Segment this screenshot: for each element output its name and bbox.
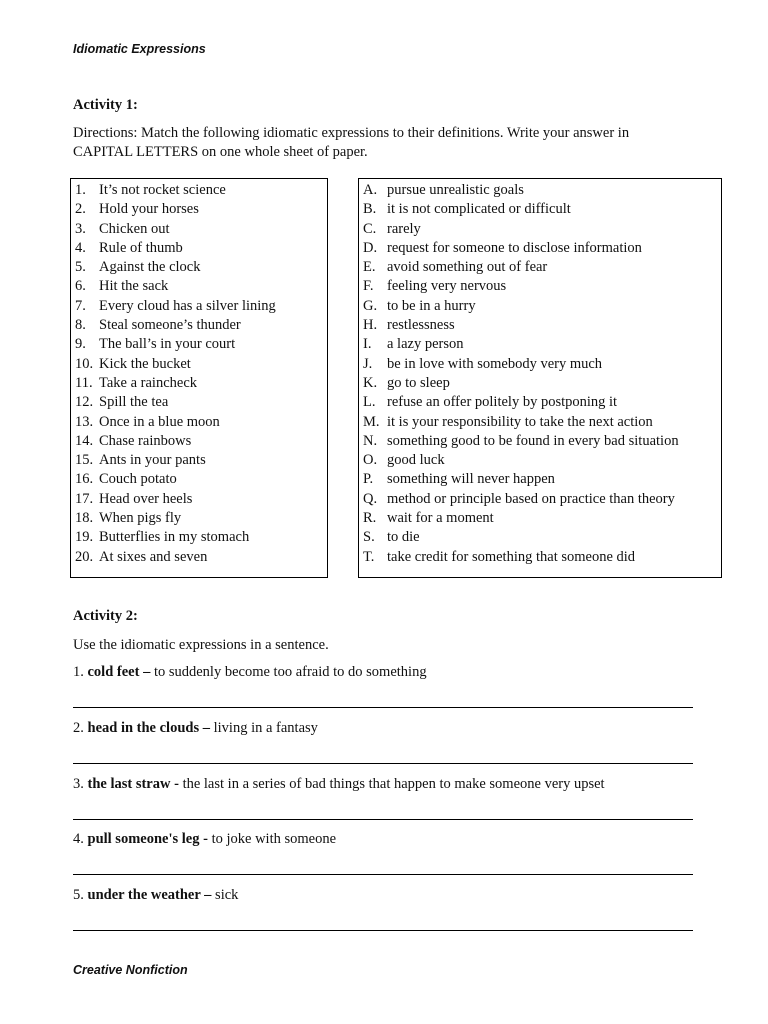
definition-item-label: P. xyxy=(363,471,374,488)
question-key: under the weather xyxy=(87,887,201,904)
definition-item-label: O. xyxy=(363,452,378,469)
definition-item xyxy=(359,181,721,200)
expression-item-label: 19. xyxy=(75,529,94,546)
expression-item xyxy=(71,355,327,374)
definition-item-text: method or principle based on practice than theory xyxy=(387,490,675,507)
definition-item xyxy=(359,355,721,374)
definition-item-text: good luck xyxy=(387,452,445,469)
question-def: to suddenly become too afraid to do something xyxy=(153,664,427,680)
definition-item-label: R. xyxy=(363,510,377,527)
question-num: 4. xyxy=(73,831,88,848)
expression-item xyxy=(71,239,327,258)
definition-item xyxy=(359,432,721,451)
expression-item xyxy=(71,470,327,489)
answer-line[interactable] xyxy=(73,874,693,875)
expressions-box xyxy=(70,178,328,578)
expression-item-text: Once in a blue moon xyxy=(99,413,220,430)
question-key: the last straw xyxy=(87,775,171,792)
answer-line[interactable] xyxy=(73,707,693,708)
question-sep: - xyxy=(170,775,183,792)
expression-item xyxy=(71,374,327,393)
answer-line[interactable] xyxy=(73,763,693,764)
definition-item xyxy=(359,470,721,489)
question-4 xyxy=(73,831,336,848)
question-sep: - xyxy=(199,831,212,848)
definition-item xyxy=(359,277,721,296)
expression-item-text: Against the clock xyxy=(99,259,201,276)
expression-item-label: 5. xyxy=(75,259,86,276)
expression-item xyxy=(71,200,327,219)
activity1-title: Activity 1: xyxy=(73,97,138,113)
definition-item-label: M. xyxy=(363,413,380,430)
expression-item-label: 8. xyxy=(75,317,86,334)
definition-item xyxy=(359,528,721,547)
question-sep: – xyxy=(199,719,214,736)
definition-item-text: something will never happen xyxy=(387,471,555,488)
definition-item-label: G. xyxy=(363,297,378,314)
expression-item-label: 12. xyxy=(75,394,94,411)
definition-item-label: S. xyxy=(363,529,375,546)
activity2-instruction: Use the idiomatic expressions in a sentence. xyxy=(73,637,329,653)
expression-item-label: 4. xyxy=(75,239,86,256)
definition-item xyxy=(359,490,721,509)
definition-item-text: avoid something out of fear xyxy=(387,259,548,276)
definition-item-text: be in love with somebody very much xyxy=(387,355,603,372)
expression-item-label: 6. xyxy=(75,278,86,295)
expression-item-text: Take a raincheck xyxy=(99,374,198,391)
expression-item-text: Kick the bucket xyxy=(99,355,191,372)
question-key: head in the clouds xyxy=(87,719,200,736)
question-5 xyxy=(73,887,238,904)
definition-item-text: go to sleep xyxy=(387,374,450,391)
expression-item xyxy=(71,258,327,277)
question-key: pull someone's leg xyxy=(87,831,200,848)
expressions-list xyxy=(71,181,327,567)
definitions-list xyxy=(359,181,721,567)
question-1 xyxy=(73,664,427,681)
definition-item-text: it is your responsibility to take the next action xyxy=(387,413,653,430)
activity1-directions-line1: Directions: Match the following idiomatic expressions to their definitions. Write your answer in xyxy=(73,125,630,141)
expression-item-label: 3. xyxy=(75,220,86,237)
expression-item xyxy=(71,509,327,528)
question-num: 1. xyxy=(73,664,88,680)
definition-item xyxy=(359,297,721,316)
expression-item-label: 14. xyxy=(75,432,94,449)
definition-item-label: K. xyxy=(363,374,378,391)
answer-line[interactable] xyxy=(73,930,693,931)
definition-item xyxy=(359,200,721,219)
question-def: living in a fantasy xyxy=(213,719,318,736)
expression-item-text: Butterflies in my stomach xyxy=(99,529,250,546)
definition-item xyxy=(359,393,721,412)
expression-item-text: It’s not rocket science xyxy=(99,182,226,198)
definition-item-text: take credit for something that someone did xyxy=(387,548,636,565)
expression-item-label: 17. xyxy=(75,490,94,507)
expression-item-text: Hit the sack xyxy=(99,278,169,295)
expression-item xyxy=(71,490,327,509)
definition-item xyxy=(359,451,721,470)
definition-item xyxy=(359,335,721,354)
definition-item xyxy=(359,548,721,567)
expression-item-label: 15. xyxy=(75,452,94,469)
expression-item-text: Hold your horses xyxy=(99,201,199,218)
expression-item-text: Every cloud has a silver lining xyxy=(99,297,276,314)
definition-item-label: I. xyxy=(363,336,372,353)
expression-item-label: 20. xyxy=(75,548,94,565)
expression-item xyxy=(71,181,327,200)
expression-item-text: At sixes and seven xyxy=(99,548,208,565)
definition-item-label: F. xyxy=(363,278,374,295)
expression-item-text: Couch potato xyxy=(99,471,177,488)
definition-item-text: to die xyxy=(387,529,420,546)
expression-item-text: Chase rainbows xyxy=(99,432,192,449)
activity1-directions-line2: CAPITAL LETTERS on one whole sheet of paper. xyxy=(73,144,368,160)
expression-item xyxy=(71,413,327,432)
page-header: Idiomatic Expressions xyxy=(73,42,206,56)
expression-item-text: Head over heels xyxy=(99,490,193,507)
definition-item-label: Q. xyxy=(363,490,378,507)
expression-item-label: 9. xyxy=(75,336,86,353)
definition-item-text: something good to be found in every bad situation xyxy=(387,432,679,449)
activity2-title: Activity 2: xyxy=(73,608,138,624)
question-num: 2. xyxy=(73,719,88,736)
expression-item-label: 18. xyxy=(75,510,94,527)
definition-item-label: N. xyxy=(363,432,378,449)
definition-item xyxy=(359,220,721,239)
expression-item xyxy=(71,528,327,547)
definition-item xyxy=(359,374,721,393)
question-2 xyxy=(73,720,318,737)
expression-item xyxy=(71,220,327,239)
definition-item-text: wait for a moment xyxy=(387,510,494,527)
definition-item-text: a lazy person xyxy=(387,336,464,353)
definition-item-text: rarely xyxy=(387,220,421,237)
question-num: 5. xyxy=(73,887,88,904)
definition-item-text: pursue unrealistic goals xyxy=(387,182,524,198)
definitions-box xyxy=(358,178,722,578)
expression-item xyxy=(71,335,327,354)
question-num: 3. xyxy=(73,775,88,792)
expression-item xyxy=(71,548,327,567)
definition-item-label: T. xyxy=(363,548,375,565)
expression-item-label: 16. xyxy=(75,471,94,488)
expression-item-text: Ants in your pants xyxy=(99,452,206,469)
definition-item xyxy=(359,316,721,335)
definition-item-label: C. xyxy=(363,220,377,237)
definition-item xyxy=(359,413,721,432)
definition-item xyxy=(359,239,721,258)
expression-item-text: Steal someone’s thunder xyxy=(99,317,241,334)
definition-item-text: to be in a hurry xyxy=(387,297,476,314)
expression-item-label: 11. xyxy=(75,374,93,391)
question-sep: – xyxy=(200,887,216,904)
question-3 xyxy=(73,776,605,793)
question-sep: – xyxy=(139,664,154,680)
question-def: to joke with someone xyxy=(211,831,337,848)
expression-item-label: 1. xyxy=(75,182,86,198)
question-key: cold feet xyxy=(87,664,140,680)
page-footer: Creative Nonfiction xyxy=(73,963,188,977)
definition-item-label: E. xyxy=(363,259,376,276)
definition-item-label: L. xyxy=(363,394,376,411)
definition-item-label: D. xyxy=(363,239,378,256)
definition-item-label: A. xyxy=(363,182,378,198)
definition-item-label: B. xyxy=(363,201,377,218)
expression-item-text: Chicken out xyxy=(99,220,170,237)
definition-item-text: it is not complicated or difficult xyxy=(387,201,571,218)
expression-item xyxy=(71,316,327,335)
definition-item xyxy=(359,258,721,277)
expression-item-label: 13. xyxy=(75,413,94,430)
definition-item-label: H. xyxy=(363,317,378,334)
expression-item-text: When pigs fly xyxy=(99,510,182,527)
expression-item-text: Rule of thumb xyxy=(99,239,183,256)
definition-item-text: refuse an offer politely by postponing it xyxy=(387,394,618,411)
question-def: sick xyxy=(215,887,239,904)
question-def: the last in a series of bad things that happen to make someone very upset xyxy=(182,775,605,792)
definition-item xyxy=(359,509,721,528)
expression-item-label: 10. xyxy=(75,355,94,372)
expression-item xyxy=(71,393,327,412)
definition-item-text: feeling very nervous xyxy=(387,278,507,295)
definition-item-text: restlessness xyxy=(387,317,455,334)
expression-item xyxy=(71,277,327,296)
definition-item-label: J. xyxy=(363,355,373,372)
expression-item xyxy=(71,432,327,451)
expression-item-text: The ball’s in your court xyxy=(99,336,236,353)
answer-line[interactable] xyxy=(73,819,693,820)
expression-item-label: 2. xyxy=(75,201,86,218)
expression-item-text: Spill the tea xyxy=(99,394,169,411)
expression-item xyxy=(71,297,327,316)
definition-item-text: request for someone to disclose information xyxy=(387,239,642,256)
expression-item xyxy=(71,451,327,470)
expression-item-label: 7. xyxy=(75,297,86,314)
